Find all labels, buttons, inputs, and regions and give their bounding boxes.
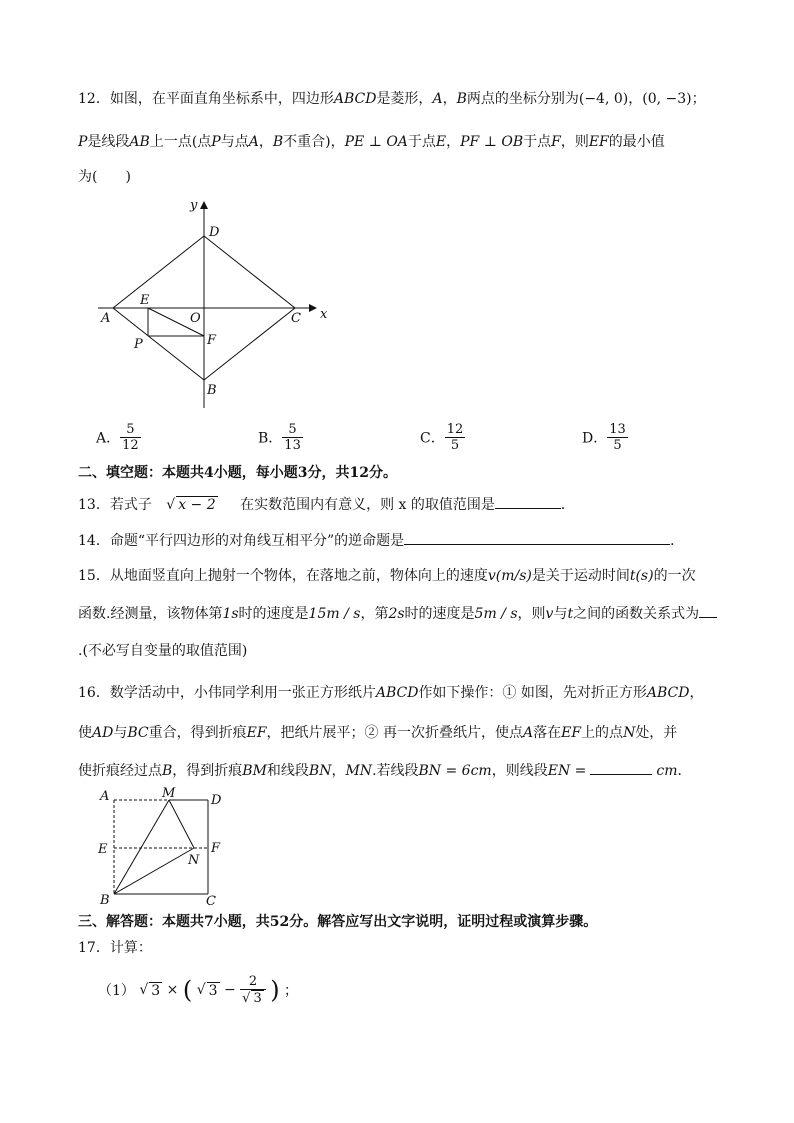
section-2-heading: 二、填空题：本题共4小题，每小题3分，共12分。 — [78, 465, 397, 481]
q13: 13．若式子 √ x − 2 在实数范围内有意义，则 x 的取值范围是 ． — [78, 494, 575, 514]
label-b: B — [207, 383, 217, 398]
segment-mn — [169, 800, 194, 848]
section-3-heading: 三、解答题：本题共7小题，共52分。解答应写出文字说明，证明过程或演算步骤。 — [78, 914, 598, 930]
label-a: A — [100, 789, 110, 804]
q12-line3: 为( ) — [78, 169, 131, 185]
segment-bn — [114, 848, 194, 894]
q12-line1: 12．如图，在平面直角坐标系中，四边形ABCD是菱形，A，B两点的坐标分别为(−4, 0)，(0, −3)； — [78, 91, 706, 107]
label-y: y — [190, 198, 198, 213]
option-a[interactable]: A． $\frac{5}{12}$ — [96, 422, 139, 453]
label-n: N — [188, 853, 200, 868]
folding-square-figure — [92, 786, 232, 908]
rhombus-figure — [92, 196, 332, 412]
label-o: O — [190, 311, 201, 326]
label-f: F — [211, 841, 221, 856]
q16-line1: 16．数学活动中，小伟同学利用一张正方形纸片ABCD作如下操作：① 如图，先对折正方形ABCD， — [78, 685, 704, 701]
q15-line1: 15．从地面竖直向上抛射一个物体，在落地之前，物体向上的速度v(m/s)是关于运动时间t(s)的一次 — [78, 568, 696, 584]
label-e: E — [140, 293, 150, 308]
label-p: P — [134, 337, 143, 352]
label-x: x — [320, 307, 328, 322]
label-c: C — [206, 894, 216, 908]
q12-line2: P是线段AB上一点(点P与点A，B不重合)，PE ⊥ OA于点E，PF ⊥ OB于点F，则EF的最小值 — [78, 134, 665, 150]
q15-line3: .(不必写自变量的取值范围) — [78, 643, 248, 659]
label-d: D — [209, 225, 220, 240]
label-e: E — [98, 842, 108, 857]
q15-answer-blank[interactable] — [699, 603, 717, 618]
q15-line2: 函数.经测量，该物体第1s时的速度是15m / s，第2s时的速度是5m / s，则v与t之间的函数关系式为 — [78, 603, 717, 623]
q16-line3: 使折痕经过点B，得到折痕BM和线段BN，MN.若线段BN = 6cm，则线段EN = cm． — [78, 760, 692, 780]
label-f: F — [207, 333, 217, 348]
segment-bm — [114, 800, 169, 894]
option-d[interactable]: D． $\frac{13}{5}$ — [582, 422, 626, 453]
q14: 14．命题“平行四边形的对角线互相平分”的逆命题是 ． — [78, 530, 684, 550]
q13-answer-blank[interactable] — [495, 494, 561, 509]
q16-line2: 使AD与BC重合，得到折痕EF，把纸片展平；② 再一次折叠纸片，使点A落在EF上的点N处，并 — [78, 725, 678, 741]
label-a: A — [101, 311, 111, 326]
label-m: M — [162, 786, 176, 801]
label-c: C — [291, 311, 301, 326]
q17-title: 17．计算： — [78, 940, 152, 956]
q14-answer-blank[interactable] — [404, 530, 670, 545]
q16-answer-blank[interactable] — [590, 760, 652, 775]
option-b[interactable]: B． $\frac{5}{13}$ — [258, 422, 301, 453]
label-d: D — [211, 793, 222, 808]
label-b: B — [100, 893, 110, 908]
q17-part1: （1） √ 3 × ( √ 3 − $\frac{2}{√ 3}$ ) ； — [98, 974, 299, 1006]
option-c[interactable]: C． $\frac{12}{5}$ — [420, 422, 464, 453]
